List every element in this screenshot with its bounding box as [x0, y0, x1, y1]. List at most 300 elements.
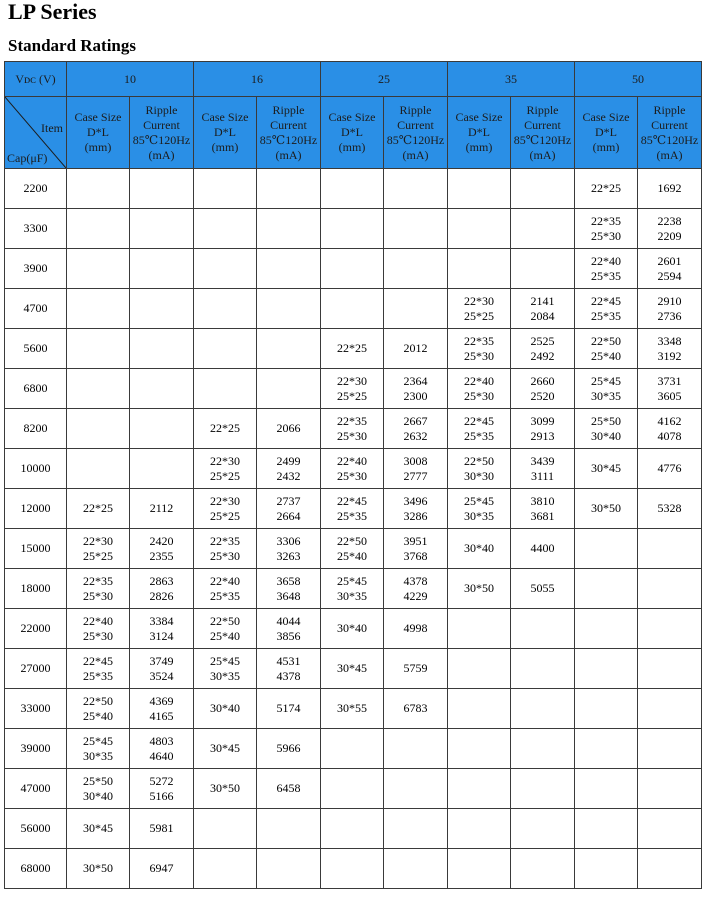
ripple-header-line: 85℃120Hz	[259, 132, 318, 147]
cell-value: 30*35	[210, 668, 240, 683]
case-size-cell	[321, 769, 384, 809]
cell-value: 30*45	[337, 661, 367, 675]
case-size-cell	[321, 169, 384, 209]
cell-value: 4378	[276, 668, 301, 683]
case-size-header-16	[194, 97, 257, 169]
cell-value: 5166	[149, 788, 174, 803]
cell-value: 6458	[276, 781, 301, 795]
case-size-cell	[448, 489, 511, 529]
ripple-current-cell	[130, 729, 194, 769]
case-size-cell	[194, 289, 257, 329]
case-size-cell	[321, 569, 384, 609]
ripple-current-cell	[638, 649, 702, 689]
case-size-cell	[575, 409, 638, 449]
case-size-cell	[194, 729, 257, 769]
cell-value: 25*25	[464, 308, 494, 323]
cell-value: 2664	[276, 508, 301, 523]
cell-value: 25*25	[210, 508, 240, 523]
case-size-cell	[67, 209, 130, 249]
ripple-current-cell	[130, 249, 194, 289]
cell-value: 2492	[530, 348, 555, 363]
case-size-cell	[575, 249, 638, 289]
cell-value: 5055	[530, 581, 555, 595]
ripple-current-cell	[638, 209, 702, 249]
table-row	[5, 809, 702, 849]
voltage-header-25: 25	[321, 62, 448, 97]
case-size-cell	[194, 489, 257, 529]
cell-value: 2777	[403, 468, 428, 483]
case-size-cell	[321, 809, 384, 849]
ripple-current-cell	[384, 369, 448, 409]
cell-value: 2736	[657, 308, 682, 323]
ripple-current-cell	[384, 689, 448, 729]
case-size-cell	[575, 369, 638, 409]
cell-value: 25*30	[464, 348, 494, 363]
case-header-line: Case Size	[582, 110, 630, 124]
cell-value: 4531	[276, 653, 301, 668]
cell-value: 25*35	[83, 668, 113, 683]
cell-value: 30*40	[210, 701, 240, 715]
ripple-header-line: (mA)	[529, 147, 556, 162]
ripple-current-cell	[130, 849, 194, 889]
cell-value: 22*50	[83, 693, 113, 708]
case-size-cell	[67, 409, 130, 449]
cell-value: 3810	[530, 493, 555, 508]
cell-value: 4162	[657, 413, 682, 428]
ripple-current-cell	[130, 569, 194, 609]
case-size-cell	[321, 209, 384, 249]
ripple-current-cell	[638, 489, 702, 529]
ripple-current-header-25	[384, 97, 448, 169]
ripple-current-cell	[130, 369, 194, 409]
cell-value: 2520	[530, 388, 555, 403]
case-size-cell	[321, 689, 384, 729]
ripple-header-line: Current	[397, 117, 434, 132]
ripple-header-line: Ripple	[526, 102, 559, 117]
ripple-current-cell	[511, 369, 575, 409]
case-size-cell	[448, 209, 511, 249]
case-header-line: (mm)	[592, 140, 620, 154]
case-size-cell	[575, 609, 638, 649]
cell-value: 4378	[403, 573, 428, 588]
case-size-cell	[194, 529, 257, 569]
ripple-current-cell	[130, 809, 194, 849]
case-size-cell	[194, 569, 257, 609]
ripple-current-cell	[511, 769, 575, 809]
case-size-cell	[194, 849, 257, 889]
standard-ratings-table	[4, 61, 702, 889]
ripple-current-cell	[638, 729, 702, 769]
ripple-current-cell	[384, 249, 448, 289]
cell-value: 25*50	[591, 413, 621, 428]
case-size-cell	[67, 689, 130, 729]
ripple-current-cell	[511, 529, 575, 569]
table-row	[5, 489, 702, 529]
cell-value: 4165	[149, 708, 174, 723]
ripple-current-cell	[257, 169, 321, 209]
ripple-current-cell	[384, 569, 448, 609]
case-size-cell	[448, 529, 511, 569]
case-header-line: D*L	[87, 125, 109, 139]
ripple-current-cell	[384, 209, 448, 249]
cell-value: 3111	[530, 468, 555, 483]
ripple-header-line: Ripple	[272, 102, 305, 117]
cell-value: 22*35	[591, 213, 621, 228]
case-size-cell	[448, 329, 511, 369]
ripple-current-cell	[511, 649, 575, 689]
cell-value: 5272	[149, 773, 174, 788]
cell-value: 22*25	[210, 421, 240, 435]
cell-value: 25*30	[83, 628, 113, 643]
case-size-cell	[67, 449, 130, 489]
cell-value: 30*40	[337, 621, 367, 635]
case-size-cell	[575, 289, 638, 329]
cell-value: 22*50	[337, 533, 367, 548]
cell-value: 30*40	[464, 541, 494, 555]
ripple-current-cell	[638, 569, 702, 609]
cell-value: 3524	[149, 668, 174, 683]
table-row	[5, 529, 702, 569]
cell-value: 2432	[276, 468, 301, 483]
ripple-current-cell	[384, 409, 448, 449]
ripple-current-cell	[511, 849, 575, 889]
cell-value: 22*25	[591, 181, 621, 195]
table-row	[5, 649, 702, 689]
case-size-cell	[448, 369, 511, 409]
cell-value: 2355	[149, 548, 174, 563]
cell-value: 30*50	[210, 781, 240, 795]
case-size-cell	[575, 449, 638, 489]
cell-value: 4400	[530, 541, 555, 555]
ripple-current-cell	[511, 489, 575, 529]
case-size-cell	[194, 809, 257, 849]
capacitance-cell: 18000	[5, 569, 67, 609]
ripple-current-cell	[384, 729, 448, 769]
case-header-line: D*L	[468, 125, 490, 139]
case-size-cell	[67, 369, 130, 409]
cell-value: 5981	[149, 821, 174, 835]
ripple-current-cell	[130, 449, 194, 489]
case-size-cell	[67, 649, 130, 689]
case-size-cell	[321, 489, 384, 529]
case-size-cell	[575, 209, 638, 249]
case-size-cell	[67, 529, 130, 569]
ripple-header-line: 85℃120Hz	[513, 132, 572, 147]
case-size-cell	[321, 289, 384, 329]
ripple-current-cell	[511, 209, 575, 249]
cell-value: 2238	[657, 213, 682, 228]
cell-value: 30*35	[591, 388, 621, 403]
case-size-cell	[67, 729, 130, 769]
cell-value: 22*25	[337, 341, 367, 355]
cell-value: 5966	[276, 741, 301, 755]
ripple-current-cell	[638, 689, 702, 729]
cell-value: 2112	[149, 501, 174, 515]
ripple-current-cell	[257, 409, 321, 449]
capacitance-cell: 39000	[5, 729, 67, 769]
case-size-cell	[575, 529, 638, 569]
case-size-cell	[575, 849, 638, 889]
cell-value: 2737	[276, 493, 301, 508]
cell-value: 3286	[403, 508, 428, 523]
case-header-line: Case Size	[455, 110, 503, 124]
cell-value: 30*50	[464, 581, 494, 595]
ripple-current-cell	[257, 529, 321, 569]
ripple-current-cell	[130, 689, 194, 729]
case-size-header-25	[321, 97, 384, 169]
capacitance-cell: 8200	[5, 409, 67, 449]
cell-value: 30*35	[337, 588, 367, 603]
case-size-cell	[194, 649, 257, 689]
ripple-current-cell	[511, 169, 575, 209]
cell-value: 3658	[276, 573, 301, 588]
cell-value: 2632	[403, 428, 428, 443]
ripple-current-cell	[257, 209, 321, 249]
voltage-header-10: 10	[67, 62, 194, 97]
capacitance-cell: 27000	[5, 649, 67, 689]
ripple-current-cell	[384, 449, 448, 489]
ripple-current-cell	[130, 289, 194, 329]
cell-value: 25*35	[210, 588, 240, 603]
case-size-cell	[194, 209, 257, 249]
ripple-current-cell	[638, 169, 702, 209]
case-size-cell	[67, 169, 130, 209]
case-size-cell	[321, 409, 384, 449]
case-header-line: D*L	[341, 125, 363, 139]
cell-value: 3099	[530, 413, 555, 428]
case-size-cell	[321, 529, 384, 569]
ripple-current-header-50	[638, 97, 702, 169]
case-size-cell	[321, 369, 384, 409]
ripple-current-cell	[511, 329, 575, 369]
case-size-cell	[194, 769, 257, 809]
ripple-current-cell	[511, 409, 575, 449]
case-size-cell	[448, 769, 511, 809]
cell-value: 30*50	[591, 501, 621, 515]
cell-value: 5759	[403, 661, 428, 675]
ripple-current-cell	[511, 609, 575, 649]
capacitance-cell: 47000	[5, 769, 67, 809]
case-size-cell	[448, 289, 511, 329]
cell-value: 25*25	[210, 468, 240, 483]
cell-value: 1692	[657, 181, 682, 195]
ripple-header-line: (mA)	[148, 147, 175, 162]
table-row	[5, 409, 702, 449]
case-size-cell	[67, 769, 130, 809]
capacitance-cell: 2200	[5, 169, 67, 209]
cell-value: 22*40	[591, 253, 621, 268]
case-size-cell	[448, 849, 511, 889]
case-size-cell	[448, 809, 511, 849]
ripple-current-cell	[130, 329, 194, 369]
case-size-cell	[67, 809, 130, 849]
table-row	[5, 849, 702, 889]
cell-value: 30*45	[591, 461, 621, 475]
case-size-cell	[67, 289, 130, 329]
ripple-current-cell	[638, 289, 702, 329]
case-size-cell	[575, 569, 638, 609]
cell-value: 4044	[276, 613, 301, 628]
cell-value: 2066	[276, 421, 301, 435]
cell-value: 30*40	[591, 428, 621, 443]
case-size-cell	[67, 249, 130, 289]
cell-value: 5328	[657, 501, 682, 515]
capacitance-cell: 3900	[5, 249, 67, 289]
case-size-cell	[448, 609, 511, 649]
ripple-current-cell	[257, 689, 321, 729]
cell-value: 22*30	[210, 493, 240, 508]
case-header-line: Case Size	[201, 110, 249, 124]
ripple-current-cell	[257, 249, 321, 289]
cell-value: 2601	[657, 253, 682, 268]
case-size-cell	[194, 369, 257, 409]
table-row	[5, 609, 702, 649]
capacitance-cell: 56000	[5, 809, 67, 849]
cell-value: 25*35	[464, 428, 494, 443]
cell-value: 30*35	[464, 508, 494, 523]
cell-value: 2910	[657, 293, 682, 308]
ripple-current-header-10	[130, 97, 194, 169]
cell-value: 25*30	[591, 228, 621, 243]
cell-value: 30*35	[83, 748, 113, 763]
cell-value: 3348	[657, 333, 682, 348]
table-row	[5, 289, 702, 329]
cell-value: 4369	[149, 693, 174, 708]
capacitance-cell: 15000	[5, 529, 67, 569]
ripple-current-cell	[511, 569, 575, 609]
case-size-cell	[448, 689, 511, 729]
ripple-current-cell	[638, 529, 702, 569]
ripple-current-cell	[257, 289, 321, 329]
cell-value: 3124	[149, 628, 174, 643]
cell-value: 22*45	[83, 653, 113, 668]
ripple-current-cell	[257, 609, 321, 649]
ripple-current-cell	[257, 849, 321, 889]
capacitance-cell: 33000	[5, 689, 67, 729]
case-size-cell	[67, 569, 130, 609]
table-row	[5, 569, 702, 609]
section-subtitle: Standard Ratings	[8, 36, 137, 55]
ripple-current-cell	[257, 729, 321, 769]
cell-value: 25*35	[591, 268, 621, 283]
ripple-current-cell	[638, 449, 702, 489]
ripple-current-cell	[384, 769, 448, 809]
cell-value: 22*45	[337, 493, 367, 508]
case-size-header-35	[448, 97, 511, 169]
ripple-current-cell	[130, 489, 194, 529]
case-size-cell	[194, 449, 257, 489]
table-row	[5, 249, 702, 289]
case-size-cell	[575, 769, 638, 809]
ripple-current-cell	[384, 609, 448, 649]
case-size-cell	[575, 169, 638, 209]
cell-value: 25*45	[464, 493, 494, 508]
capacitance-cell: 4700	[5, 289, 67, 329]
ripple-current-cell	[257, 489, 321, 529]
cell-value: 22*30	[210, 453, 240, 468]
capacitance-cell: 12000	[5, 489, 67, 529]
cell-value: 2660	[530, 373, 555, 388]
cell-value: 2420	[149, 533, 174, 548]
cell-value: 25*45	[337, 573, 367, 588]
case-size-cell	[575, 729, 638, 769]
cell-value: 2084	[530, 308, 555, 323]
cell-value: 22*30	[83, 533, 113, 548]
cell-value: 2525	[530, 333, 555, 348]
ripple-header-line: Ripple	[145, 102, 178, 117]
cell-value: 4998	[403, 621, 428, 635]
ripple-current-cell	[638, 329, 702, 369]
cell-value: 2913	[530, 428, 555, 443]
case-size-cell	[67, 329, 130, 369]
cell-value: 22*45	[464, 413, 494, 428]
cell-value: 22*35	[464, 333, 494, 348]
case-header-line: Case Size	[328, 110, 376, 124]
cell-value: 3439	[530, 453, 555, 468]
ripple-current-cell	[511, 449, 575, 489]
ripple-header-line: Current	[651, 117, 688, 132]
case-size-cell	[321, 249, 384, 289]
ripple-current-cell	[511, 689, 575, 729]
cell-value: 25*45	[83, 733, 113, 748]
ripple-header-line: Current	[143, 117, 180, 132]
case-size-cell	[321, 449, 384, 489]
case-size-cell	[575, 329, 638, 369]
ripple-current-cell	[384, 489, 448, 529]
ripple-header-line: 85℃120Hz	[386, 132, 445, 147]
ripple-current-cell	[257, 649, 321, 689]
cell-value: 25*30	[464, 388, 494, 403]
cell-value: 3768	[403, 548, 428, 563]
cell-value: 2863	[149, 573, 174, 588]
cell-value: 3731	[657, 373, 682, 388]
case-size-cell	[575, 489, 638, 529]
ripple-current-cell	[511, 809, 575, 849]
ripple-header-line: Current	[524, 117, 561, 132]
case-header-line: (mm)	[338, 140, 366, 154]
case-size-cell	[67, 489, 130, 529]
ripple-current-cell	[257, 449, 321, 489]
cell-value: 3605	[657, 388, 682, 403]
ripple-current-cell	[130, 169, 194, 209]
cell-value: 2209	[657, 228, 682, 243]
cell-value: 2300	[403, 388, 428, 403]
case-header-line: Case Size	[74, 110, 122, 124]
cell-value: 2499	[276, 453, 301, 468]
ripple-current-cell	[130, 209, 194, 249]
ripple-current-cell	[638, 849, 702, 889]
ripple-current-cell	[638, 809, 702, 849]
case-size-cell	[194, 689, 257, 729]
ripple-current-cell	[130, 609, 194, 649]
ripple-current-cell	[257, 809, 321, 849]
cell-value: 2826	[149, 588, 174, 603]
ripple-current-cell	[638, 609, 702, 649]
cell-value: 3496	[403, 493, 428, 508]
case-size-cell	[194, 329, 257, 369]
cell-value: 22*35	[83, 573, 113, 588]
table-row	[5, 329, 702, 369]
cell-value: 4229	[403, 588, 428, 603]
cell-value: 25*40	[210, 628, 240, 643]
cell-value: 25*30	[337, 468, 367, 483]
cell-value: 3856	[276, 628, 301, 643]
ripple-current-cell	[384, 809, 448, 849]
cell-value: 2594	[657, 268, 682, 283]
cell-value: 30*50	[83, 861, 113, 875]
cell-value: 30*45	[210, 741, 240, 755]
ripple-current-cell	[130, 409, 194, 449]
